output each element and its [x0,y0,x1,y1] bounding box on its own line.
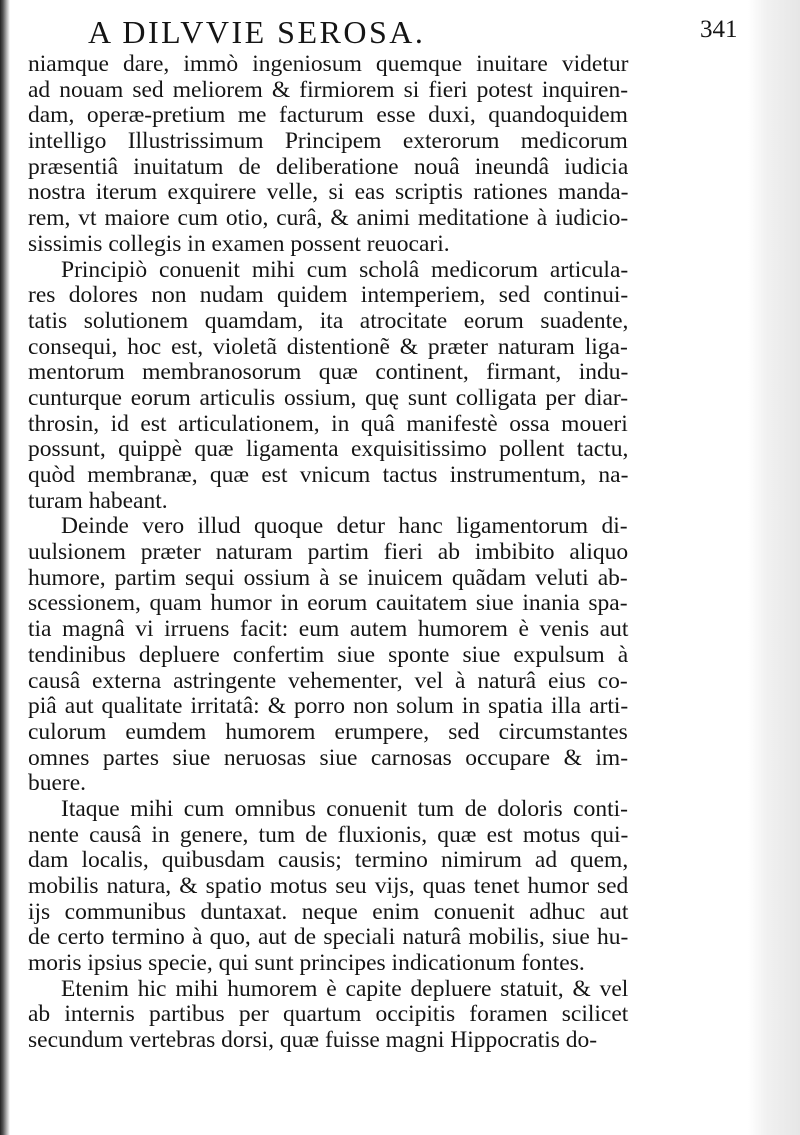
text-line: intelligo Illustrissimum Principem exterorum medicorum [28,128,628,155]
text-line: ad nouam sed meliorem & firmiorem si fieri potest inquiren- [28,76,629,103]
paragraph [28,514,628,797]
text-line: dam localis, quibusdam causis; termino nimirum ad quem, [28,847,629,874]
paragraph [28,977,628,1054]
text-line: mentorum membranosorum quæ continent, firmant, indu- [28,359,629,386]
text-line: niamque dare, immò ingeniosum quemque inuitare videtur [28,51,629,77]
facing-page-bleed [748,0,800,1135]
text-line: Principiò conuenit mihi cum scholâ medicorum articula- [61,256,629,283]
text-line: Deinde vero illud quoque detur hanc ligamentorum di- [61,513,628,540]
text-line: secundum vertebras dorsi, quæ fuisse magni Hippocratis do- [28,1027,598,1054]
text-line: turam habeant. [28,487,168,514]
text-line: omnes partes siue neruosas siue carnosas occupare & im- [28,744,629,771]
text-line: rem, vt maiore cum otio, curâ, & animi meditatione à iudicio- [28,205,629,232]
text-line: uulsionem præter naturam partim fieri ab imbibito aliquo [28,539,629,566]
text-line: res dolores non nudam quidem intemperiem, sed continui- [28,282,629,309]
text-line: tendinibus depluere confertim siue sponte siue expulsum à [28,641,629,668]
text-line: de certo termino à quo, aut de speciali naturâ mobilis, siue hu- [28,924,629,951]
text-line: buere. [28,770,87,797]
body-text [28,52,628,1054]
text-line: sissimis collegis in examen possent reuocari. [28,230,450,257]
text-line: mobilis natura, & spatio motus seu vijs, quas tenet humor sed [28,873,629,899]
running-head: A DILVVIE SEROSA. [88,14,426,50]
text-line: Etenim hic mihi humorem è capite depluere statuit, & vel [61,975,629,1002]
text-line: possunt, quippè quæ ligamenta exquisitissimo pollent tactu, [28,436,629,463]
text-line: Itaque mihi cum omnibus conuenit tum de doloris conti- [61,795,628,822]
text-line: consequi, hoc est, violetã distentionẽ & præter naturam liga- [28,333,628,360]
text-line: piâ aut qualitate irritatâ: & porro non solum in spatia illa arti- [28,693,629,720]
text-line: nente causâ in genere, tum de fluxionis, quæ est motus qui- [28,821,629,848]
text-line: præsentiâ inuitatum de deliberatione nouâ ineundâ iudicia [28,153,629,180]
text-line: culorum eumdem humorem erumpere, sed circumstantes [28,718,628,745]
text-line: cunturque eorum articulis ossium, quę sunt colligata per diar- [28,384,629,411]
text-line: ab internis partibus per quartum occipitis foramen scilicet [28,1001,629,1028]
paragraph [28,258,628,515]
text-line: ijs communibus duntaxat. neque enim conuenit adhuc aut [28,898,629,925]
text-line: throsin, id est articulationem, in quâ manifestè ossa moueri [28,410,628,437]
text-line: moris ipsius specie, qui sunt principes indicationum fontes. [28,950,585,977]
text-line: dam, operæ-pretium me facturum esse duxi, quandoquidem [28,102,628,129]
text-line: tia magnâ vi irruens facit: eum autem humorem è venis aut [28,616,629,643]
text-line: nostra iterum exquirere velle, si eas scriptis rationes manda- [28,179,629,206]
text-line: tatis solutionem quamdam, ita atrocitate eorum suadente, [28,307,629,334]
paragraph [28,52,628,258]
text-line: quòd membranæ, quæ est vnicum tactus instrumentum, na- [28,462,629,488]
text-line: scessionem, quam humor in eorum cauitatem siue inania spa- [28,590,628,617]
text-line: causâ externa astringente vehementer, vel à naturâ eius co- [28,667,628,694]
text-line: humore, partim sequi ossium à se inuicem quãdam veluti ab- [28,564,628,591]
page-binding-edge [0,0,10,1135]
paragraph [28,797,628,977]
page-number: 341 [700,16,738,43]
